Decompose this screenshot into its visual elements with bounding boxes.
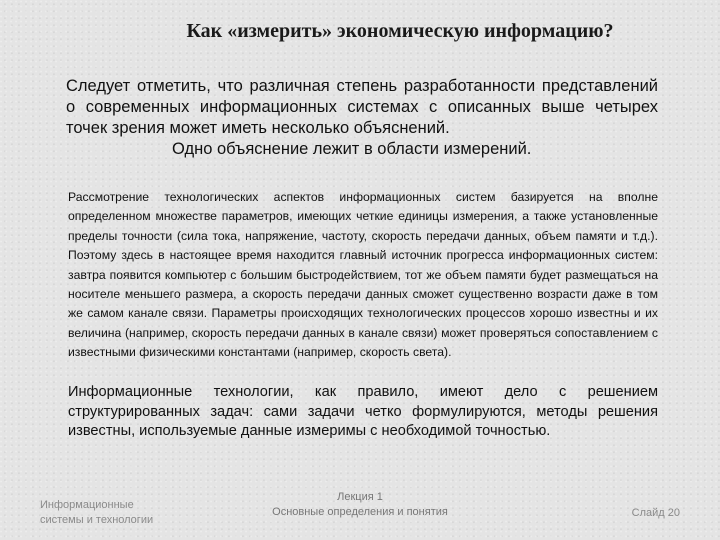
paragraph-intro: [66, 76, 658, 160]
footer-course-line2: системы и технологии: [40, 514, 154, 526]
footer-slide-number: Слайд 20: [631, 507, 680, 519]
footer-lecture-title: Основные определения и понятия: [272, 506, 448, 518]
paragraph-technology-aspects: Рассмотрение технологических аспектов информационных систем базируется на вполне определенном множестве параметров, имеющих четкие единицы измерения, а также установленные пределы точности (сила тока, напряжение, частоту, скорость передачи данных, объем памяти и т.д.). Поэтому здесь в настоящее время находится главный источник прогресса информационных систем: завтра появится компьютер с большим быстродействием, тот же объем памяти будет размещаться на носителе меньшего размера, а скорость передачи данных сможет существенно возрасти даже в том же самом канале связи. Параметры происходящих технологических процессов хорошо известны и их величина (например, скорость передачи данных в канале связи) может проверяться сопоставлением с известными физическими константами (например, скорость света).: [68, 190, 658, 360]
footer-course: [40, 498, 190, 528]
slide-title: Как «измерить» экономическую информацию?: [186, 20, 614, 42]
paragraph-structured-tasks: Информационные технологии, как правило, имеют дело с решением структурированных задач: сами задачи четко формулируются, методы решения известны, используемые данные измеримы с необходимой точностью.: [68, 384, 658, 440]
footer-course-line1: Информационные: [40, 499, 134, 511]
paragraph-intro-indented: Одно объяснение лежит в области измерений.: [172, 140, 532, 158]
footer-lecture: [240, 490, 480, 520]
footer-lecture-number: Лекция 1: [337, 491, 383, 503]
paragraph-intro-text: Следует отметить, что различная степень разработанности представлений о современных информационных системах с описанных выше четырех точек зрения может иметь несколько объяснений.: [66, 77, 658, 137]
